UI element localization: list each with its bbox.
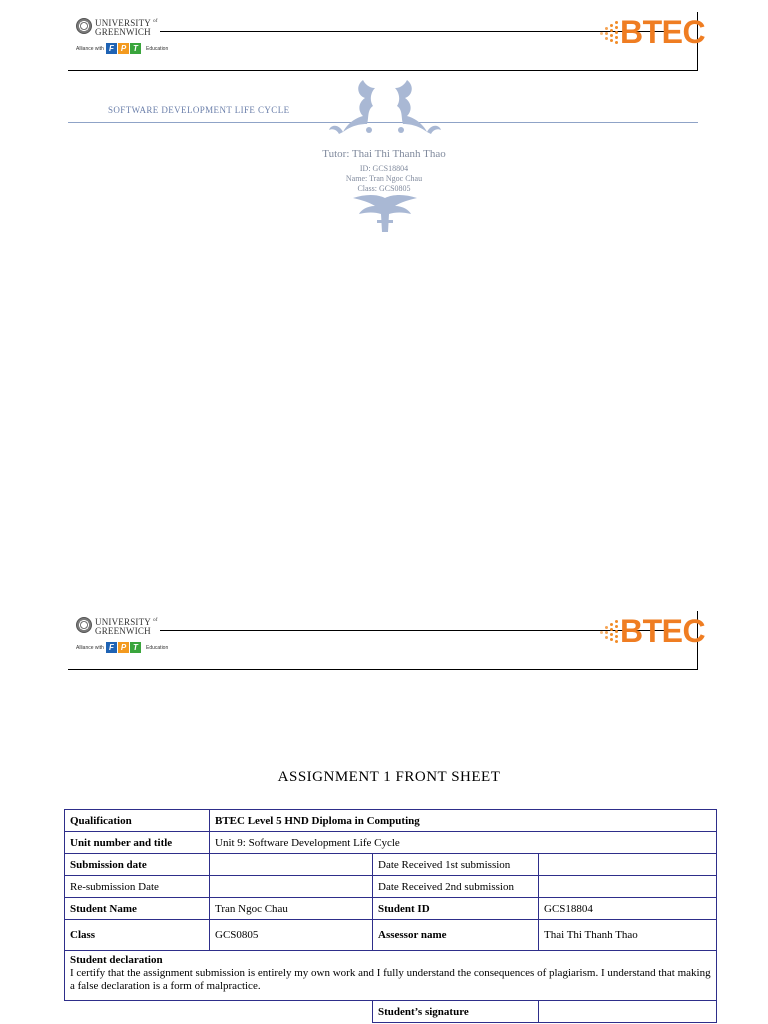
course-title: SOFTWARE DEVELOPMENT LIFE CYCLE [108,105,290,115]
student-name-value: Tran Ngoc Chau [210,898,373,920]
table-row [65,898,717,920]
header-rule [160,31,670,32]
date-received-2-label: Date Received 2nd submission [373,876,539,898]
assessor-value: Thai Thi Thanh Thao [539,920,717,951]
university-name-line2: GREENWICH [95,27,151,37]
fpt-letter-p: P [118,642,129,653]
fpt-letter-f: F [106,642,117,653]
date-received-1-field[interactable] [539,854,717,876]
university-crest-icon [76,18,92,34]
table-row [65,920,717,951]
alliance-prefix: Alliance with [76,46,104,52]
alliance-suffix: Education [146,46,169,52]
unit-label: Unit number and title [65,832,210,854]
university-of-greenwich-logo [76,616,166,636]
student-name-label: Student Name [65,898,210,920]
qualification-value: BTEC Level 5 HND Diploma in Computing [210,810,717,832]
front-sheet-title: ASSIGNMENT 1 FRONT SHEET [277,769,501,785]
fpt-logo [106,642,142,653]
university-name [95,616,158,636]
university-name-line1: UNIVERSITY [95,18,151,28]
ornament-flourish-top-icon [325,76,445,138]
university-name [95,17,158,37]
declaration-heading: Student declaration [70,954,163,966]
ornament-flourish-bottom-icon [345,192,425,234]
signature-spacer [65,1001,373,1023]
table-row [65,1001,717,1023]
alliance-fpt-logo [76,42,176,56]
qualification-label: Qualification [65,810,210,832]
declaration-text: I certify that the assignment submission is entirely my own work and I fully understand the consequences of plagiarism. I understand that making a false declaration is a form of malpractice. [70,967,711,992]
signature-label: Student’s signature [373,1001,539,1023]
submission-date-field[interactable] [210,854,373,876]
resubmission-date-label: Re-submission Date [65,876,210,898]
cover-student-id: ID: GCS18804 [359,164,409,173]
fpt-letter-t: T [130,43,141,54]
btec-logo [600,16,718,50]
table-row [65,832,717,854]
date-received-2-field[interactable] [539,876,717,898]
unit-value: Unit 9: Software Development Life Cycle [210,832,717,854]
assessor-label: Assessor name [373,920,539,951]
cover-tutor: Tutor: Thai Thi Thanh Thao [322,148,446,160]
alliance-prefix: Alliance with [76,645,104,651]
btec-logo [600,615,718,649]
university-name-of: of [153,19,158,24]
table-row [65,810,717,832]
table-row [65,854,717,876]
fpt-logo [106,43,142,54]
btec-wordmark: BTEC [620,14,706,50]
cover-student-name: Name: Tran Ngoc Chau [345,174,423,183]
fpt-letter-t: T [130,642,141,653]
university-name-of: of [153,618,158,623]
class-label: Class [65,920,210,951]
btec-dots-icon [600,21,620,45]
university-name-line2: GREENWICH [95,626,151,636]
alliance-suffix: Education [146,645,169,651]
front-sheet-table [64,809,717,1023]
table-row [65,951,717,1001]
fpt-letter-f: F [106,43,117,54]
student-id-value: GCS18804 [539,898,717,920]
page-header-2 [68,611,706,677]
submission-date-label: Submission date [65,854,210,876]
btec-wordmark: BTEC [620,613,706,649]
page-header-1 [68,12,706,78]
btec-dots-icon [600,620,620,644]
resubmission-date-field[interactable] [210,876,373,898]
table-row [65,876,717,898]
fpt-letter-p: P [118,43,129,54]
university-name-line1: UNIVERSITY [95,617,151,627]
date-received-1-label: Date Received 1st submission [373,854,539,876]
alliance-fpt-logo [76,641,176,655]
class-value: GCS0805 [210,920,373,951]
student-id-label: Student ID [373,898,539,920]
student-declaration [65,951,717,1001]
header-rule [160,630,670,631]
university-crest-icon [76,617,92,633]
cover-student-class: Class: GCS0805 [357,184,411,193]
university-of-greenwich-logo [76,17,166,37]
signature-field[interactable] [539,1001,717,1023]
